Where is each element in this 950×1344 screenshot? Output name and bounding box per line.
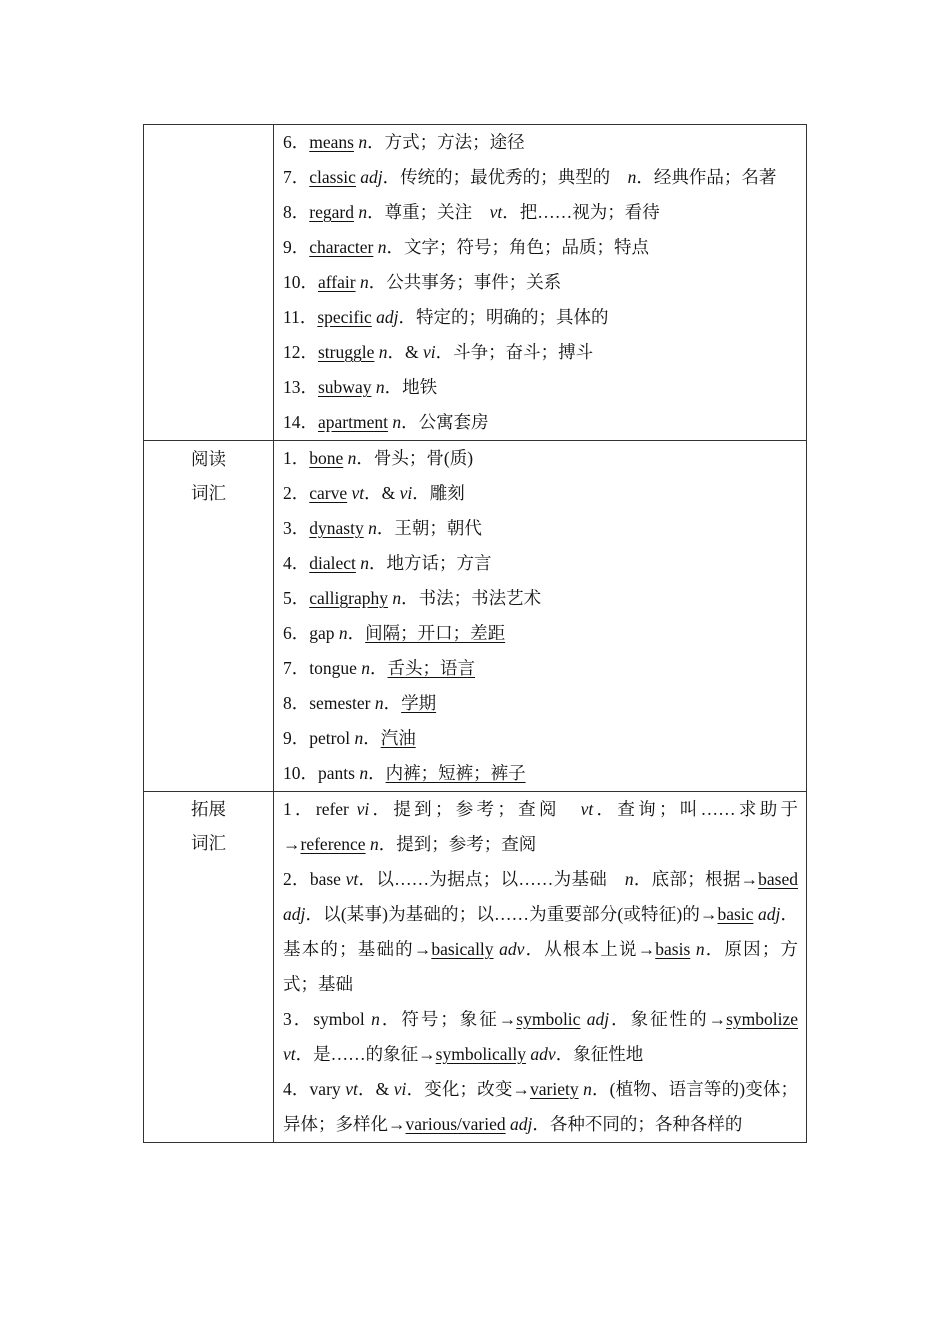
entry-text: ． [370,658,388,678]
part-of-speech: n [360,553,370,573]
entry-text: ．是……的象征→ [295,1044,436,1064]
vocab-entry [283,335,798,370]
vocab-entry [283,546,798,581]
part-of-speech: adj [360,167,383,187]
entry-text: ．书法；书法艺术 [401,588,542,608]
entry-text: ．经典作品；名著 [636,167,777,187]
part-of-speech: vi [423,342,436,362]
part-of-speech: n [392,588,402,608]
part-of-speech: n [624,869,634,889]
section-row [144,792,807,1143]
vocab-word: calligraphy [309,588,388,608]
entry-number: 4． [283,553,310,573]
entry-text: ．地方话；方言 [369,553,492,573]
vocab-word: dialect [309,553,356,573]
entry-text: ．地铁 [384,377,438,397]
entry-number: 14． [283,412,318,432]
vocab-entry [283,160,798,195]
part-of-speech: n [359,272,369,292]
vocab-word: symbolize [726,1009,799,1029]
part-of-speech: vi [393,1079,407,1099]
entry-text: ．& [364,483,400,503]
entry-number: 9． [283,237,310,257]
entry-number: 7． [283,658,310,678]
section-label-cell [144,792,274,1143]
entry-text: petrol [309,728,355,748]
entry-text: ．查询；叫……求助于→ [283,799,799,854]
part-of-speech: adj [376,307,399,327]
part-of-speech: vt [489,202,503,222]
part-of-speech: adj [586,1009,610,1029]
entry-text: ．原因；方式；基础 [283,939,799,994]
entry-number: 10． [283,272,318,292]
entry-text: ．符号；象征→ [379,1009,517,1029]
entry-number: 7． [283,167,310,187]
section-row [144,441,807,792]
entry-text: ．特定的；明确的；具体的 [398,307,609,327]
vocab-word: reference [300,834,366,854]
vocab-word: symbolically [435,1044,527,1064]
vocab-word: basically [431,939,494,959]
entry-text: ．(植物、语言等的)变体；异体；多样化→ [283,1079,799,1134]
entry-text: ． [368,763,386,783]
vocab-word: basis [655,939,691,959]
vocab-word: specific [317,307,372,327]
entry-number: 8． [283,693,310,713]
part-of-speech: vt [345,869,359,889]
entry-text: semester [309,693,375,713]
section-label-cell [144,125,274,441]
section-label: 词汇 [191,833,226,853]
part-of-speech: n [583,1079,592,1099]
entry-text: ．提到；参考；查阅 [369,799,581,819]
part-of-speech: n [338,623,348,643]
vocab-word: basic [717,904,754,924]
entry-text: ．从根本上说→ [524,939,656,959]
entry-text: ． [363,728,381,748]
vocab-entry [283,1072,798,1142]
vocab-entry [283,581,798,616]
vocab-entry [283,1002,798,1072]
part-of-speech: n [377,237,387,257]
entry-text: tongue [309,658,362,678]
section-content-cell [274,792,807,1143]
entry-text: ．王朝；朝代 [376,518,482,538]
vocab-word: symbolic [516,1009,581,1029]
entry-text: ．基本的；基础的→ [283,904,799,959]
vocab-word: affair [318,272,356,292]
part-of-speech: n [392,412,402,432]
section-content-cell [274,125,807,441]
entry-number: 6． [283,132,310,152]
entry-text: ．传统的；最优秀的；典型的 [382,167,628,187]
part-of-speech: adv [499,939,525,959]
entry-text: ．& [357,1079,394,1099]
answer-text: 学期 [401,693,437,713]
part-of-speech: n [371,1009,380,1029]
entry-number: 3． [283,518,310,538]
vocab-entry [283,862,798,1002]
entry-text: 2．base [283,869,346,889]
vocab-entry [283,476,798,511]
entry-text: ．方式；方法；途径 [367,132,525,152]
entry-number: 9． [283,728,310,748]
entry-text: ．雕刻 [412,483,465,503]
vocab-entry [283,230,798,265]
vocab-word: subway [318,377,372,397]
part-of-speech: n [358,202,368,222]
entry-text: ．骨头；骨(质) [356,448,474,468]
vocab-word: based [758,869,798,889]
answer-text: 舌头；语言 [387,658,476,678]
entry-text: ．文字；符号；角色；品质；特点 [386,237,649,257]
vocab-entry [283,651,798,686]
vocab-entry [283,405,798,440]
entry-text: ．以(某事)为基础的；以……为重要部分(或特征)的→ [305,904,718,924]
vocab-entry [283,195,798,230]
part-of-speech: adj [757,904,781,924]
vocabulary-table [143,124,807,1143]
part-of-speech: n [361,658,371,678]
table-body [144,125,807,1143]
entry-number: 12． [283,342,318,362]
entry-text: ．斗争；奋斗；搏斗 [435,342,594,362]
vocab-word: apartment [318,412,388,432]
vocab-entry [283,616,798,651]
part-of-speech: n [627,167,637,187]
entry-text: ．把……视为；看待 [502,202,660,222]
part-of-speech: n [374,693,384,713]
vocab-word: struggle [318,342,375,362]
entry-text: ．各种不同的；各种各样的 [532,1114,743,1134]
vocab-word: carve [309,483,348,503]
part-of-speech: vi [356,799,370,819]
entry-text: ．尊重；关注 [367,202,490,222]
entry-number: 5． [283,588,310,608]
entry-text: ．变化；改变→ [406,1079,530,1099]
entry-text: ．公寓套房 [401,412,489,432]
part-of-speech: n [347,448,357,468]
vocab-entry [283,370,798,405]
vocab-entry [283,441,798,476]
entry-text: ．象征性地 [555,1044,644,1064]
answer-text: 汽油 [380,728,416,748]
vocab-word: character [309,237,374,257]
entry-number: 10． [283,763,318,783]
entry-text: ．以……为据点；以……为基础 [358,869,625,889]
entry-text: ． [383,693,402,713]
part-of-speech: n [375,377,385,397]
vocab-entry [283,511,798,546]
part-of-speech: n [359,763,369,783]
entry-text: ．提到；参考；查阅 [378,834,537,854]
entry-text: pants [318,763,360,783]
section-label: 词汇 [191,483,226,503]
entry-text: ．& [387,342,424,362]
vocab-entry [283,792,798,862]
answer-text: 内裤；短裤；裤子 [385,763,526,783]
entry-number: 6． [283,623,310,643]
part-of-speech: n [354,728,364,748]
vocab-word: regard [309,202,354,222]
part-of-speech: vt [283,1044,296,1064]
vocab-entry [283,686,798,721]
entry-text: 4．vary [283,1079,346,1099]
entry-number: 11． [283,307,318,327]
section-label: 拓展 [191,799,226,819]
vocab-entry [283,756,798,791]
vocab-entry [283,265,798,300]
entry-text: 1．refer [283,799,357,819]
entry-text: ． [347,623,366,643]
vocab-entry [283,300,798,335]
part-of-speech: vt [345,1079,358,1099]
vocab-word: bone [309,448,344,468]
vocab-word: means [309,132,354,152]
part-of-speech: vt [580,799,594,819]
part-of-speech: n [695,939,705,959]
entry-text: ．公共事务；事件；关系 [368,272,562,292]
vocab-word: various/varied [405,1114,506,1134]
part-of-speech: adv [530,1044,556,1064]
section-content-cell [274,441,807,792]
entry-text: 3．symbol [283,1009,372,1029]
entry-number: 8． [283,202,310,222]
vocab-word: dynasty [309,518,364,538]
vocab-entry [283,721,798,756]
vocab-word: variety [530,1079,579,1099]
vocab-entry [283,125,798,160]
part-of-speech: n [369,834,379,854]
entry-text: ．底部；根据→ [633,869,759,889]
part-of-speech: vt [351,483,365,503]
vocab-word: classic [309,167,356,187]
entry-number: 1． [283,448,310,468]
part-of-speech: n [368,518,377,538]
answer-text: 间隔；开口；差距 [365,623,506,643]
part-of-speech: adj [509,1114,533,1134]
part-of-speech: n [358,132,368,152]
section-label-cell [144,441,274,792]
entry-text: ．象征性的→ [609,1009,727,1029]
entry-number: 13． [283,377,318,397]
part-of-speech: vi [399,483,413,503]
section-label: 阅读 [191,449,226,469]
part-of-speech: adj [283,904,306,924]
entry-number: 2． [283,483,310,503]
entry-text: gap [309,623,339,643]
part-of-speech: n [378,342,388,362]
section-row [144,125,807,441]
